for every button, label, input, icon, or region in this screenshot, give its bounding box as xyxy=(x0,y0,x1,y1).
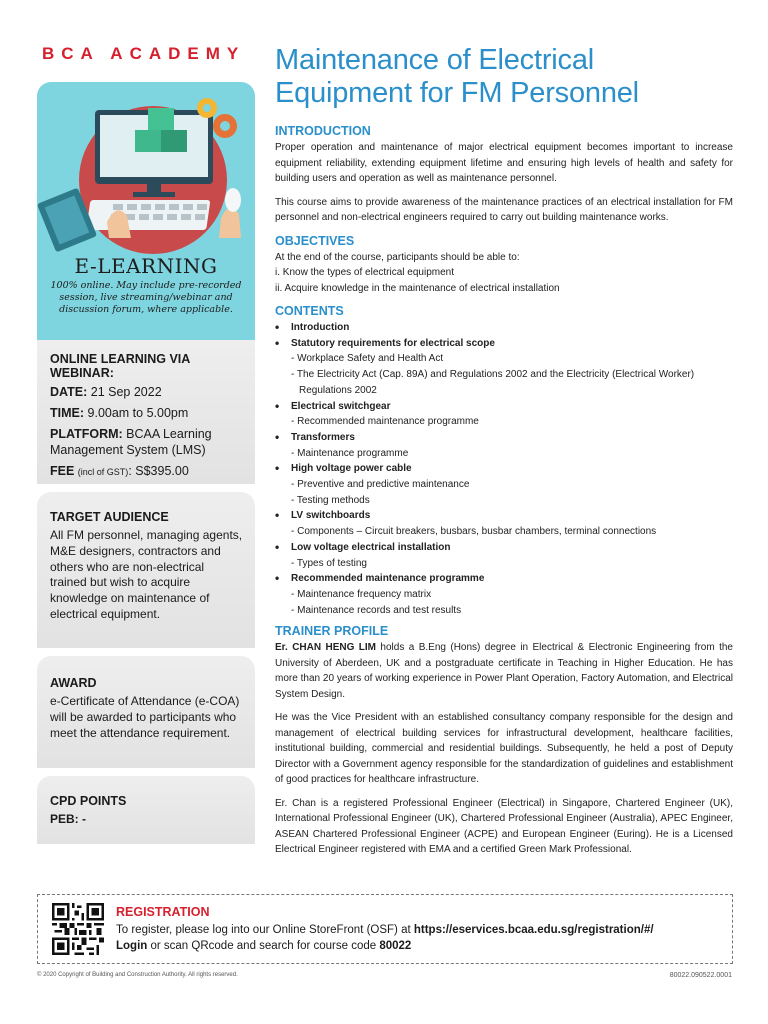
registration-text-2: or scan QRcode and search for course code xyxy=(147,940,380,952)
right-column xyxy=(275,44,733,866)
content-subitem: - Types of testing xyxy=(291,557,367,569)
trainer-name: Er. CHAN HENG LIM xyxy=(275,642,377,654)
award-panel xyxy=(37,656,255,768)
brand-logo: BCA ACADEMY xyxy=(42,44,246,63)
elearning-hero xyxy=(37,82,255,340)
content-item: • Recommended maintenance programme xyxy=(275,571,733,587)
objective-item: i. Know the types of electrical equipment xyxy=(275,267,454,278)
date-label: DATE: xyxy=(50,385,88,399)
content-item: • Transformers xyxy=(275,430,733,446)
content-subitem: - Preventive and predictive maintenance xyxy=(291,479,470,491)
target-heading: TARGET AUDIENCE xyxy=(50,510,169,524)
login-link[interactable]: Login xyxy=(116,940,148,952)
content-item: • Low voltage electrical installation xyxy=(275,540,733,556)
contents-heading: CONTENTS xyxy=(275,304,344,318)
fee-row xyxy=(50,463,243,480)
qr-code-icon[interactable] xyxy=(52,903,104,955)
content-item: • High voltage power cable xyxy=(275,461,733,477)
content-subitem: - The Electricity Act (Cap. 89A) and Regulations 2002 and the Electricity (Electrical Worker) xyxy=(291,369,695,381)
content-item: • Introduction xyxy=(275,320,733,336)
content-subitem: - Maintenance records and test results xyxy=(291,604,462,616)
cpd-peb: PEB: - xyxy=(50,812,86,826)
content-subitem: - Maintenance frequency matrix xyxy=(291,588,432,600)
platform-row xyxy=(50,426,243,458)
trainer-p3: Er. Chan is a registered Professional Engineer (Electrical) in Singapore, Chartered Engineer (UK), International Professional Engineer (UK), Chartered Professional Engineer (Australia), APEC Engineer, ASEAN Chartered Professional Engineer (ACPE) and European Engineer (Euring). He is a Licensed Electrical Engineer registered with EMA and a certified Green Mark Professional. xyxy=(275,797,733,856)
content-subitem: - Workplace Safety and Health Act xyxy=(291,353,444,365)
content-item: • Statutory requirements for electrical scope xyxy=(275,336,733,352)
introduction-p2: This course aims to provide awareness of the maintenance practices of an electrical installation for FM personnel and non-electrical engineers required to carry out building maintenance works. xyxy=(275,196,733,223)
elearning-heading: E-LEARNING xyxy=(74,254,218,278)
objectives-list xyxy=(275,250,733,297)
trainer-p2: He was the Vice President with an established consultancy company responsible for the design and management of electrical building services for infrastructural development, healthcare facilities, institutional building, commercial and residential buildings. Subsequently, he held a post of Deputy Director with a Government agency responsible for the standardization of guidelines and establishment of good practices for healthcare infrastructure. xyxy=(275,712,733,786)
fee-label: FEE xyxy=(50,464,75,478)
fee-value: : S$395.00 xyxy=(128,464,189,478)
page-title: Maintenance of Electrical Equipment for FM Personnel xyxy=(275,44,639,109)
registration-text-1: To register, please log into our Online StoreFront (OSF) at xyxy=(116,924,414,936)
cpd-panel xyxy=(37,776,255,844)
objectives-heading: OBJECTIVES xyxy=(275,233,355,248)
time-label: TIME: xyxy=(50,406,85,420)
date-row xyxy=(50,384,243,400)
introduction-p1: Proper operation and maintenance of major electrical equipment becomes important to increase equipment reliability, extending equipment lifetime and ensuring high levels of health and safety for building users and operation as well as maintenance personnel. xyxy=(275,142,733,184)
content-item: • Electrical switchgear xyxy=(275,399,733,415)
webinar-heading: ONLINE LEARNING VIA WEBINAR: xyxy=(50,352,190,380)
platform-label: PLATFORM: xyxy=(50,427,123,441)
target-audience-panel xyxy=(37,492,255,648)
webinar-panel xyxy=(37,340,255,484)
registration-box xyxy=(37,894,733,964)
elearning-illustration xyxy=(37,82,255,254)
cpd-heading: CPD POINTS xyxy=(50,794,127,808)
fee-note: (incl of GST) xyxy=(77,467,129,477)
document-code: 80022.090522.0001 xyxy=(669,972,732,979)
trainer-heading: TRAINER PROFILE xyxy=(275,624,389,639)
content-subitem: - Maintenance programme xyxy=(291,447,409,459)
trainer-p1-text: holds a B.Eng (Hons) degree in Electrical & Electronic Engineering from the University of Aberdeen, UK and a postgraduate certificate in Teaching in Higher Education. He has more than 20 years of working experience in Power Plant Operation, Factory Automation, and Electrical System Design. xyxy=(275,642,733,700)
elearning-subtitle: 100% online. May include pre-recorded session, live streaming/webinar and discussion forum, where applicable. xyxy=(50,280,242,315)
introduction-heading: INTRODUCTION xyxy=(275,124,371,138)
objectives-lead: At the end of the course, participants should be able to: xyxy=(275,251,520,263)
time-row xyxy=(50,405,243,421)
date-value: 21 Sep 2022 xyxy=(90,385,162,399)
award-text: e-Certificate of Attendance (e-COA) will be awarded to participants who meet the attendance requirement. xyxy=(50,694,240,740)
content-subitem: - Recommended maintenance programme xyxy=(291,416,479,428)
content-subitem: - Testing methods xyxy=(291,494,370,506)
objective-item: ii. Acquire knowledge in the maintenance of electrical installation xyxy=(275,282,560,294)
target-text: All FM personnel, managing agents, M&E designers, contractors and others who are non-electrical trained but wish to acquire knowledge on maintenance of electrical equipment. xyxy=(50,528,243,621)
trainer-p1 xyxy=(275,640,733,702)
content-subitem: Regulations 2002 xyxy=(299,384,377,396)
left-column xyxy=(37,82,255,844)
content-item: • LV switchboards xyxy=(275,508,733,524)
registration-heading: REGISTRATION xyxy=(116,905,210,919)
platform-value: BCAA Learning Management System (LMS) xyxy=(50,427,212,457)
award-heading: AWARD xyxy=(50,676,97,690)
registration-url-link[interactable]: https://eservices.bcaa.edu.sg/registration/#/ xyxy=(413,924,654,936)
copyright-text: © 2020 Copyright of Building and Construction Authority. All rights reserved. xyxy=(37,972,238,978)
time-value: 9.00am to 5.00pm xyxy=(87,406,189,420)
content-subitem: - Components – Circuit breakers, busbars, busbar chambers, terminal connections xyxy=(291,526,657,538)
contents-list xyxy=(275,320,733,618)
course-code: 80022 xyxy=(379,940,412,952)
registration-text xyxy=(116,922,726,954)
